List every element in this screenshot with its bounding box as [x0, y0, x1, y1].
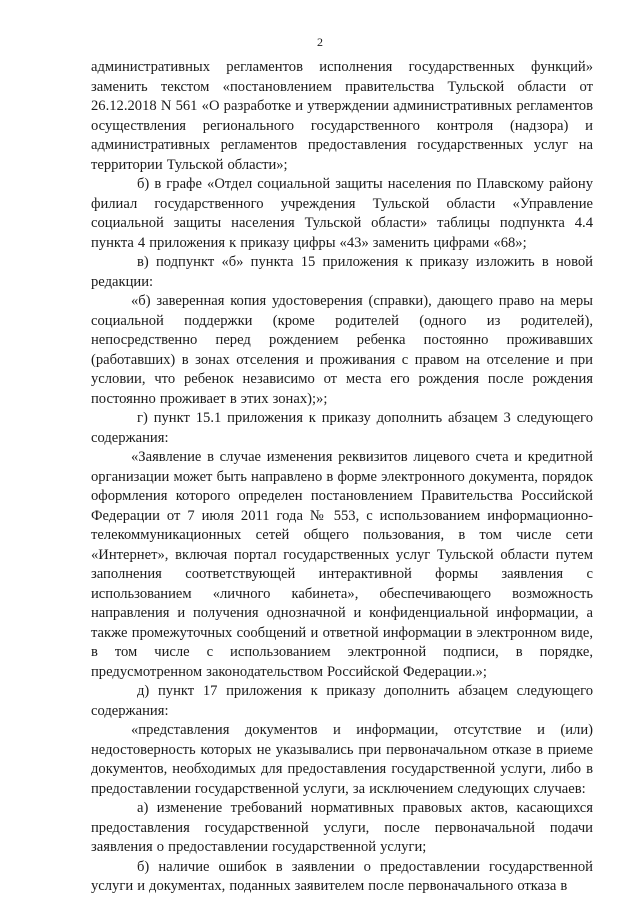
- page-number: 2: [317, 35, 323, 49]
- paragraph-quote-application: «Заявление в случае изменения реквизитов лицевого счета и кредитной организации может быть направлено в форме электронного документа, порядок оформления которого определен постановлением Правительства Российской Федерации от 7 июля 2011 года № 553, с использованием информационно-телекоммуникационных сетей общего пользования, в том числе сети «Интернет», включая портал государственных услуг Тульской области путем заполнения соответствующей интерактивной формы заявления с использованием «личного кабинета», обеспечивающего возможность направления и получения однозначной и конфиденциальной информации, а также промежуточных сообщений и ответной информации в электронном виде, в том числе с использованием электронной подписи, в порядке, предусмотренном законодательством Российской Федерации.»;: [91, 449, 593, 680]
- paragraph-quote-b: «б) заверенная копия удостоверения (справки), дающего право на меры социальной поддержки (кроме родителей (одного из родителей), непосредственно перед рождением ребенка постоянно проживавших (работавших) в зонах отселения и проживания с правом на отселение и при условии, что ребенок независимо от места его рождения после рождения постоянно проживает в этих зонах);»;: [91, 293, 593, 407]
- paragraph-subitem-b: б) наличие ошибок в заявлении о предоставлении государственной услуги и документах, поданных заявителем после первоначального отказа в: [91, 858, 593, 894]
- paragraph-subitem-a: а) изменение требований нормативных правовых актов, касающихся предоставления государственной услуги, после первоначальной подачи заявления о предоставлении государственной услуги;: [91, 800, 593, 855]
- paragraph-item-v: в) подпункт «б» пункта 15 приложения к приказу изложить в новой редакции:: [91, 254, 593, 290]
- document-body: [91, 58, 593, 897]
- paragraph-item-d: д) пункт 17 приложения к приказу дополнить абзацем следующего содержания:: [91, 683, 593, 719]
- paragraph-item-g: г) пункт 15.1 приложения к приказу дополнить абзацем 3 следующего содержания:: [91, 410, 593, 446]
- paragraph-continuation: административных регламентов исполнения государственных функций» заменить текстом «постановлением правительства Тульской области от 26.12.2018 N 561 «О разработке и утверждении административных регламентов осуществления регионального государственного контроля (надзора) и административных регламентов предоставления государственных услуг на территории Тульской области»;: [91, 59, 593, 173]
- paragraph-quote-documents: «представления документов и информации, отсутствие и (или) недостоверность которых не указывались при первоначальном отказе в приеме документов, необходимых для предоставления государственной услуги, либо в предоставлении государственной услуги, за исключением следующих случаев:: [91, 722, 593, 797]
- paragraph-item-b: б) в графе «Отдел социальной защиты населения по Плавскому району филиал государственного учреждения Тульской области «Управление социальной защиты населения Тульской области» таблицы подпункта 4.4 пункта 4 приложения к приказу цифры «43» заменить цифрами «68»;: [91, 176, 593, 251]
